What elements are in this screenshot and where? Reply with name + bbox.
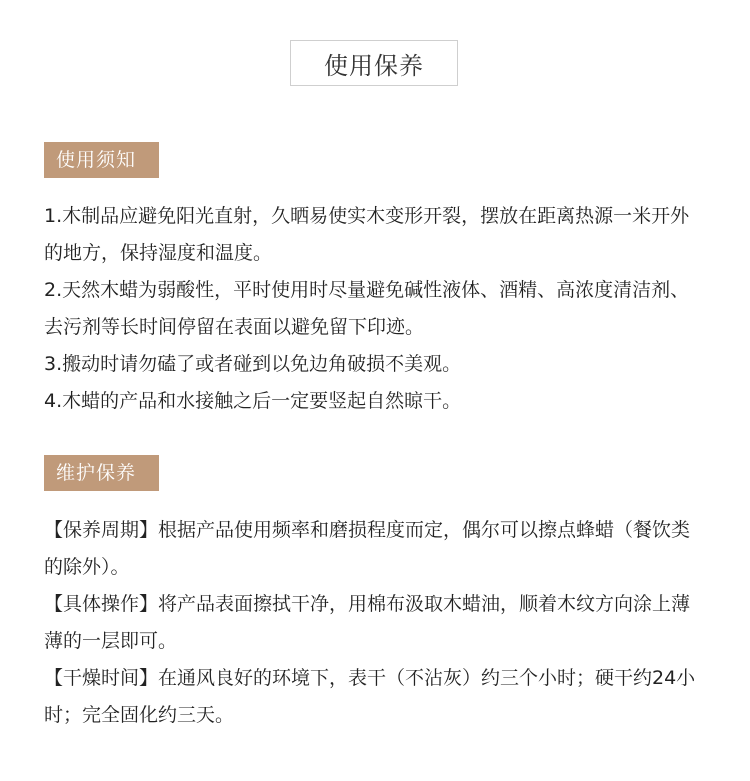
usage-notes-heading: 使用须知 [44,142,159,178]
maintenance-item: 【具体操作】将产品表面擦拭干净，用棉布汲取木蜡油，顺着木纹方向涂上薄薄的一层即可。 [44,593,691,652]
usage-note-item: 4.木蜡的产品和水接触之后一定要竖起自然晾干。 [44,390,462,412]
maintenance-heading: 维护保养 [44,455,159,491]
usage-notes-list [44,198,708,420]
usage-note-item: 2.天然木蜡为弱酸性，平时使用时尽量避免碱性液体、酒精、高浓度清洁剂、去污剂等长时间停留在表面以避免留下印迹。 [44,279,690,338]
maintenance-item: 【干燥时间】在通风良好的环境下，表干（不沾灰）约三个小时；硬干约24小时；完全固化约三天。 [44,667,696,726]
usage-note-item: 1.木制品应避免阳光直射，久晒易使实木变形开裂，摆放在距离热源一米开外的地方，保持湿度和温度。 [44,205,690,264]
usage-note-item: 3.搬动时请勿磕了或者碰到以免边角破损不美观。 [44,353,462,375]
maintenance-list [44,512,708,734]
page-title: 使用保养 [290,40,458,86]
maintenance-item: 【保养周期】根据产品使用频率和磨损程度而定，偶尔可以擦点蜂蜡（餐饮类的除外）。 [44,519,691,578]
